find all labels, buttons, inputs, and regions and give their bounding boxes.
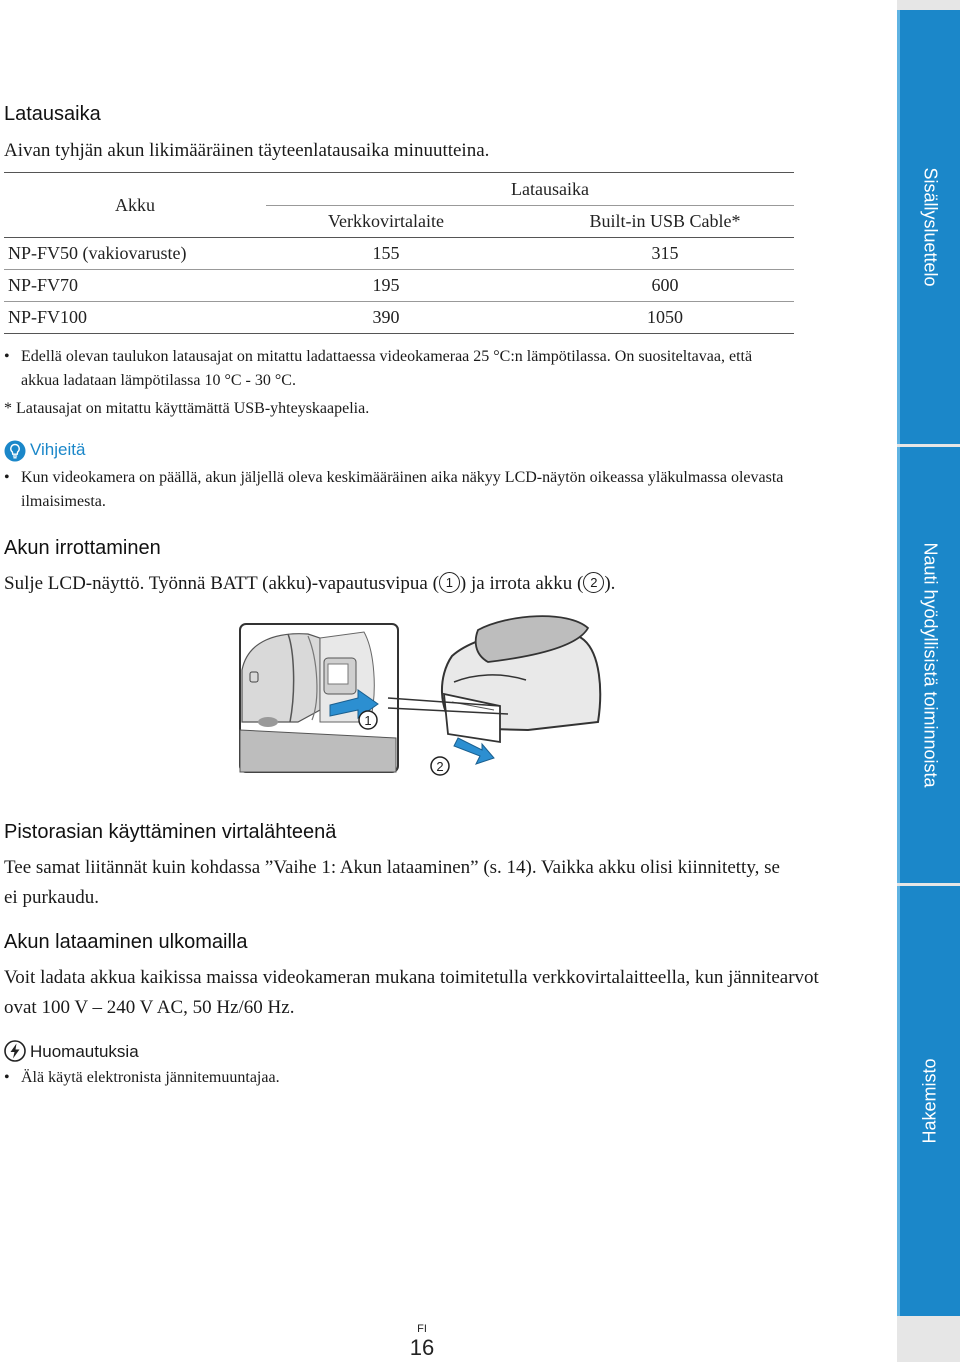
table-cell-adapter: 195 (266, 270, 506, 302)
step-marker-1: 1 (439, 572, 460, 593)
footer-language-code: FI (417, 1323, 427, 1335)
table-header-battery: Akku (4, 173, 266, 238)
table-row (4, 302, 794, 334)
sidebar-tab-useful-functions-label: Nauti hyödyllisistä toiminnoista (920, 542, 941, 788)
table-cell-usb: 1050 (506, 302, 794, 334)
sidebar-tab-contents-label: Sisällysluettelo (920, 167, 941, 287)
figure-label-1: 1 (364, 713, 372, 728)
sidebar-tab-index-label: Hakemisto (919, 1058, 940, 1144)
table-cell-usb: 600 (506, 270, 794, 302)
table-cell-battery: NP-FV70 (4, 270, 266, 302)
table-cell-adapter: 390 (266, 302, 506, 334)
removing-instruction (4, 569, 615, 599)
caution-icon (4, 1040, 26, 1062)
notes-label: Huomautuksia (30, 1042, 139, 1061)
table-row (4, 238, 794, 270)
list-item: • Älä käytä elektronista jännitemuuntajaa. (4, 1066, 784, 1090)
section-heading-wall-outlet: Pistorasian käyttäminen virtalähteenä (4, 821, 337, 843)
sidebar-tab-index[interactable] (897, 886, 960, 1316)
wall-outlet-text: Tee samat liitännät kuin kohdassa ”Vaihe 1: Akun lataaminen” (s. 14). Vaikka akku olisi kiinnitetty, se ei purkaudu. (4, 857, 780, 908)
footnote: * Latausajat on mitattu käyttämättä USB-yhteyskaapelia. (4, 400, 370, 417)
battery-removal-illustration (238, 610, 613, 790)
removing-text-part3: ). (604, 573, 616, 594)
charging-time-table (4, 172, 794, 334)
sidebar-gap (897, 0, 960, 10)
table-cell-battery: NP-FV50 (vakiovaruste) (4, 238, 266, 270)
removing-text-part2: ) ja irrota akku ( (459, 573, 584, 594)
notes-list (4, 1066, 784, 1090)
page-number: 16 (409, 1335, 435, 1360)
abroad-text: Voit ladata akkua kaikissa maissa videokameran mukana toimitetulla verkkovirtalaitteella, kun jännitearvot ovat 100 V – 240 V AC, 50 Hz/60 Hz. (4, 967, 819, 1018)
tips-list (4, 466, 784, 514)
sidebar-gap (897, 1316, 960, 1362)
removing-text-part1: Sulje LCD-näyttö. Työnnä BATT (akku)-vapautusvipua ( (4, 573, 439, 594)
lightbulb-icon (4, 440, 26, 462)
list-item: • Kun videokamera on päällä, akun jäljellä oleva keskimääräinen aika näkyy LCD-näytön oikeassa yläkulmassa olevasta ilmaisimesta. (4, 466, 784, 514)
table-cell-adapter: 155 (266, 238, 506, 270)
step-marker-2: 2 (583, 572, 604, 593)
table-row (4, 270, 794, 302)
table-header-charging-time: Latausaika (266, 173, 794, 206)
tips-label: Vihjeitä (30, 440, 86, 459)
charging-notes-list (4, 345, 784, 393)
charging-time-intro: Aivan tyhjän akun likimääräinen täyteenlatausaika minuutteina. (4, 140, 490, 161)
sidebar-tab-contents[interactable] (897, 10, 960, 444)
section-heading-charging-time: Latausaika (4, 103, 101, 125)
section-heading-removing: Akun irrottaminen (4, 537, 161, 559)
table-cell-battery: NP-FV100 (4, 302, 266, 334)
list-item: • Edellä olevan taulukon latausajat on mitattu ladattaessa videokameraa 25 °C:n lämpötilassa. On suositeltavaa, että akkua ladataan lämpötilassa 10 °C - 30 °C. (4, 345, 784, 393)
table-header-adapter: Verkkovirtalaite (266, 206, 506, 238)
table-cell-usb: 315 (506, 238, 794, 270)
section-heading-abroad: Akun lataaminen ulkomailla (4, 931, 248, 953)
table-header-usb: Built-in USB Cable* (506, 206, 794, 238)
sidebar-tab-useful-functions[interactable] (897, 447, 960, 883)
figure-label-2: 2 (436, 759, 444, 774)
